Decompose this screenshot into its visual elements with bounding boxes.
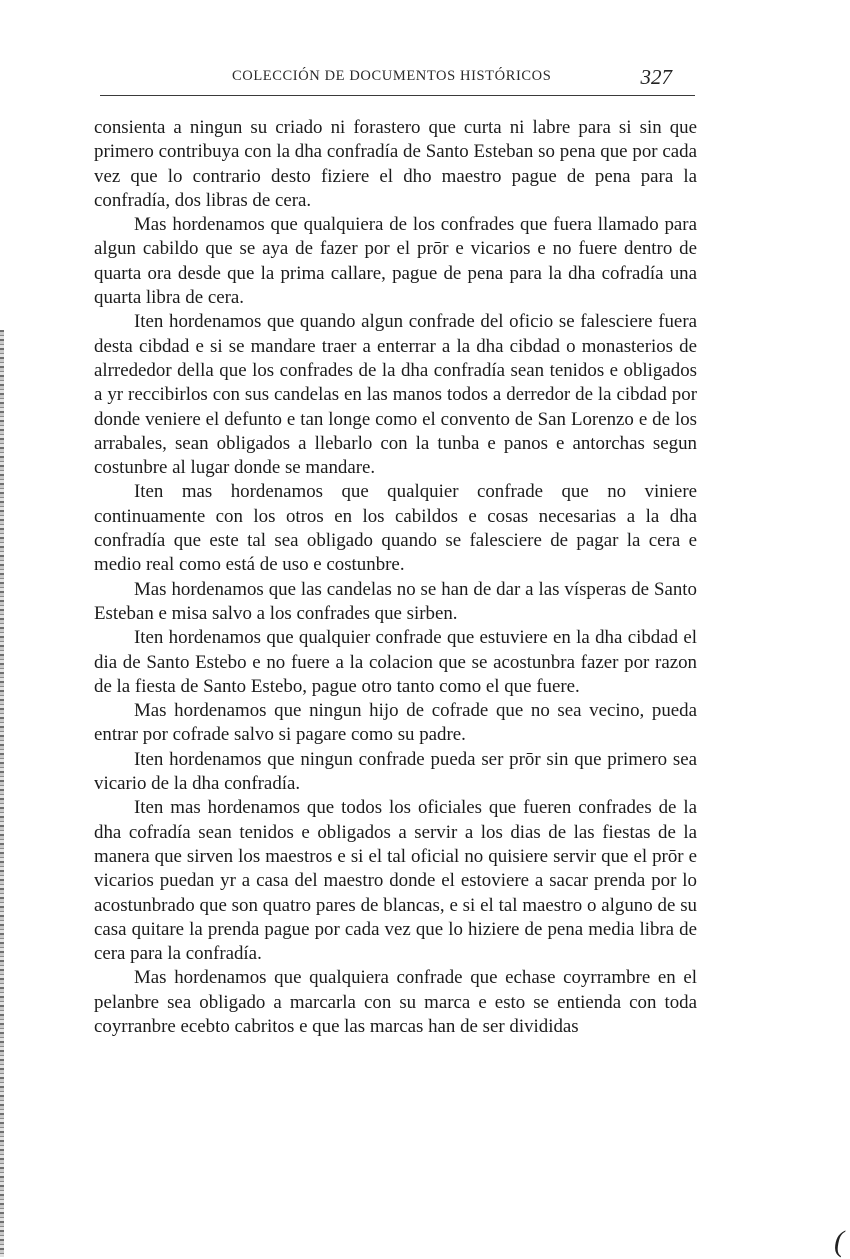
paragraph: Iten hordenamos que ningun confrade pueda ser prōr sin que primero sea vicario de la dha confradía. — [94, 748, 697, 795]
page-header — [100, 66, 696, 94]
binding-edge — [0, 330, 4, 1257]
paragraph: Mas hordenamos que qualquiera de los confrades que fuera llamado para algun cabildo que se aya de fazer por el prōr e vicarios e no fuere dentro de quarta ora desde que la prima callare, pague de pena para la dha cofradía una quarta libra de cera. — [94, 214, 697, 309]
body-text — [94, 116, 697, 1039]
paragraph: Iten hordenamos que quando algun confrade del oficio se falesciere fuera desta cibdad e si se mandare traer a enterrar a la dha cibdad o monasterios de alrrededor della que los confrades de la dha confradía sean tenidos e obligados a yr reccibirlos con sus candelas en las manos todos a derredor de la cibdad por donde veniere el defunto e tan longe como el convento de San Lorenzo e de los arrabales, sean obligados a llebarlo con la tunba e panos e antorchas segun costunbre al lugar donde se mandare. — [94, 311, 697, 479]
margin-mark: ( — [834, 1225, 844, 1258]
paragraph: Iten hordenamos que qualquier confrade que estuviere en la dha cibdad el dia de Santo Estebo e no fuere a la colacion que se acostunbra fazer por razon de la fiesta de Santo Estebo, pague otro tanto como el que fuere. — [94, 627, 697, 697]
page-number: 327 — [640, 65, 672, 89]
paragraph: consienta a ningun su criado ni forastero que curta ni labre para si sin que primero contribuya con la dha confradía de Santo Esteban so pena que por cada vez que lo contrario desto fiziere el dho maestro pague de pena para la confradía, dos libras de cera. — [94, 117, 697, 211]
header-rule — [100, 95, 695, 96]
paragraph: Iten mas hordenamos que qualquier confrade que no viniere continuamente con los otros en los cabildos e cosas necesarias a la dha confradía que este tal sea obligado quando se falesciere de pagar la cera e medio real como está de uso e costunbre. — [94, 481, 697, 576]
paragraph: Iten mas hordenamos que todos los oficiales que fueren confrades de la dha cofradía sean tenidos e obligados a servir a los dias de las fiestas de la manera que sirven los maestros e si el tal oficial no quisiere servir que el prōr e vicarios puedan yr a casa del maestro donde el estoviere a sacar prenda por lo acostunbrado que son quatro pares de blancas, e si el tal maestro o alguno de su casa quitare la prenda pague por cada vez que lo hiziere de pena media libra de cera para la confradía. — [94, 797, 697, 965]
paragraph: Mas hordenamos que qualquiera confrade que echase coyrrambre en el pelanbre sea obligado a marcarla con su marca e esto se entienda con toda coyrranbre ecebto cabritos e que las marcas han de ser divididas — [94, 967, 697, 1037]
running-head: COLECCIÓN DE DOCUMENTOS HISTÓRICOS — [232, 68, 552, 84]
paragraph: Mas hordenamos que las candelas no se han de dar a las vísperas de Santo Esteban e misa salvo a los confrades que sirben. — [94, 578, 697, 624]
paragraph: Mas hordenamos que ningun hijo de cofrade que no sea vecino, pueda entrar por cofrade salvo si pagare como su padre. — [94, 700, 697, 746]
